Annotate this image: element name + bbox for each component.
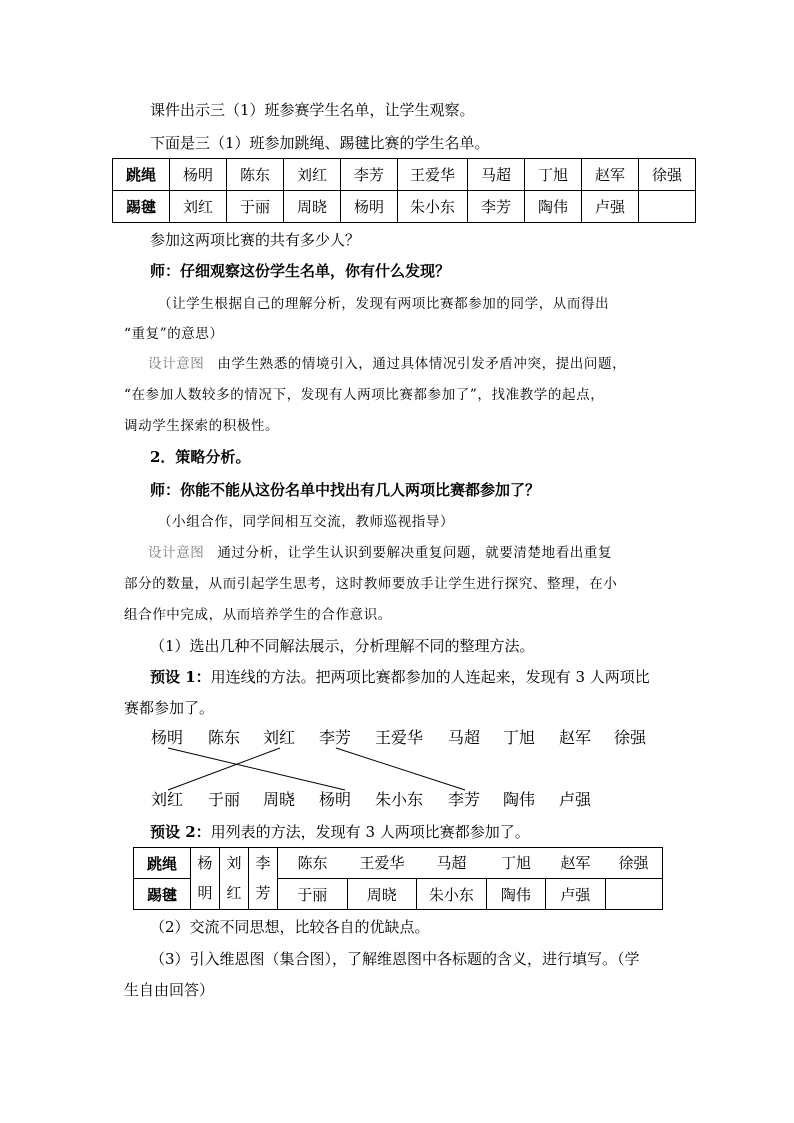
- table-cell: 丁旭: [500, 854, 531, 872]
- table-cell: 赵军: [560, 854, 591, 872]
- table-cell: 周晓: [284, 191, 341, 223]
- design-intent-label: 设计意图: [148, 356, 205, 372]
- preset-1-text: 用连线的方法。把两项比赛都参加的人连起来，发现有 3 人两项比: [210, 668, 650, 686]
- section-heading-2: 2．策略分析。: [150, 448, 251, 466]
- link-line-lifang: [336, 748, 465, 790]
- table-cell: 李芳: [341, 159, 398, 191]
- question-total: 参加这两项比赛的共有多少人？: [150, 231, 361, 249]
- top-name: 陈东: [208, 728, 241, 747]
- shared-name-top: 刘: [226, 854, 242, 872]
- table-cell: 徐强: [639, 159, 696, 191]
- table-cell: 陈东: [227, 159, 284, 191]
- table-cell: 杨明: [170, 159, 227, 191]
- bottom-name: 朱小东: [375, 790, 424, 809]
- bottom-name: 卢强: [559, 790, 592, 809]
- design-intent-label: 设计意图: [148, 545, 205, 561]
- shared-name-cell: [249, 848, 278, 910]
- rope-only-group: [278, 848, 663, 879]
- design-intent-text: 通过分析，让学生认识到要解决重复问题，就要清楚地看出重复: [217, 545, 613, 561]
- teacher-prompt-2: 师：你能不能从这份名单中找出有几人两项比赛都参加了？: [150, 481, 541, 499]
- table-cell: 卢强: [546, 879, 605, 910]
- bottom-name: 杨明: [319, 790, 352, 809]
- note-1-line-2: “重复”的意思）: [124, 326, 224, 342]
- table-cell: 李芳: [468, 191, 525, 223]
- top-name: 杨明: [151, 728, 184, 747]
- bottom-name: 李芳: [448, 790, 481, 809]
- design-intent-2-line-3: 组合作中完成，从而培养学生的合作意识。: [124, 607, 392, 623]
- bottom-name: 陶伟: [503, 790, 536, 809]
- table-cell: 陶伟: [525, 191, 582, 223]
- step-3-line-2: 生自由回答）: [124, 981, 215, 999]
- design-intent-text: 由学生熟悉的情境引入，通过具体情况引发矛盾冲突，提出问题，: [217, 356, 627, 372]
- table-cell: 朱小东: [398, 191, 468, 223]
- intro-line-2: 下面是三（1）班参加跳绳、踢毽比赛的学生名单。: [150, 134, 490, 152]
- top-name: 李芳: [319, 728, 352, 747]
- design-intent-1-line-3: 调动学生探索的积极性。: [124, 418, 280, 434]
- top-name: 丁旭: [503, 728, 536, 747]
- table-cell: 朱小东: [417, 879, 487, 910]
- preset-1-label: 预设 1：: [150, 668, 211, 686]
- shared-name-top: 杨: [197, 854, 213, 872]
- shared-name-bottom: 明: [197, 884, 213, 902]
- list-table: [133, 847, 663, 910]
- teacher-prompt-1: 师：仔细观察这份学生名单，你有什么发现？: [150, 262, 451, 280]
- table-cell: 卢强: [582, 191, 639, 223]
- preset-1-line-2: 赛都参加了。: [124, 699, 215, 717]
- bottom-name: 刘红: [151, 790, 184, 809]
- rope-only-row: [278, 848, 662, 878]
- link-line-yangming: [168, 748, 345, 790]
- table-cell: 于丽: [278, 879, 348, 910]
- note-2: （小组合作，同学间相互交流，教师巡视指导）: [158, 514, 455, 530]
- bottom-name: 于丽: [208, 790, 241, 809]
- row-header-rope: 跳绳: [113, 159, 170, 191]
- top-name: 王爱华: [375, 728, 424, 747]
- table-cell: 王爱华: [359, 854, 405, 872]
- step-2: （2）交流不同思想，比较各自的优缺点。: [150, 918, 430, 936]
- table-cell: 刘红: [284, 159, 341, 191]
- table-cell: 马超: [436, 854, 467, 872]
- row-header-shuttlecock: 踢毽: [113, 191, 170, 223]
- step-3: （3）引入维恩图（集合图），了解维恩图中各标题的含义，进行填写。（学: [150, 950, 640, 968]
- table-cell: 赵军: [582, 159, 639, 191]
- bottom-name: 周晓: [263, 790, 296, 809]
- table-cell: 丁旭: [525, 159, 582, 191]
- top-name: 马超: [448, 728, 481, 747]
- table-cell: 陶伟: [486, 879, 545, 910]
- preset-2-label: 预设 2：: [150, 823, 211, 841]
- shared-name-bottom: 红: [226, 884, 242, 902]
- table-cell: 周晓: [347, 879, 417, 910]
- intro-line-1: 课件出示三（1）班参赛学生名单，让学生观察。: [150, 101, 475, 119]
- design-intent-1-line-2: “在参加人数较多的情况下，发现有人两项比赛都参加了”，找准教学的起点，: [124, 387, 605, 403]
- preset-2: [150, 822, 530, 842]
- list-row-rope: [134, 848, 663, 879]
- table-cell: [605, 879, 663, 910]
- shared-name-cell: [220, 848, 249, 910]
- note-1-line-1: （让学生根据自己的理解分析，发现有两项比赛都参加的同学，从而得出: [158, 296, 610, 312]
- shared-name-bottom: 芳: [255, 884, 271, 902]
- preset-2-text: 用列表的方法，发现有 3 人两项比赛都参加了。: [210, 823, 530, 841]
- shared-name-top: 李: [255, 854, 271, 872]
- table-cell: 徐强: [618, 854, 649, 872]
- design-intent-2-line-2: 部分的数量，从而引起学生思考，这时教师要放手让学生进行探究、整理，在小: [124, 576, 618, 592]
- table-cell: 王爱华: [398, 159, 468, 191]
- table-cell: 陈东: [297, 854, 328, 872]
- shared-name-cell: [191, 848, 220, 910]
- table-cell: 杨明: [341, 191, 398, 223]
- top-name: 徐强: [614, 728, 647, 747]
- table-cell: 刘红: [170, 191, 227, 223]
- step-1: （1）选出几种不同解法展示，分析理解不同的整理方法。: [150, 637, 535, 655]
- top-name: 刘红: [263, 728, 296, 747]
- row-header-shuttlecock: 踢毽: [134, 879, 191, 910]
- table-cell: 于丽: [227, 191, 284, 223]
- link-line-liuhong: [168, 748, 280, 790]
- top-name: 赵军: [559, 728, 592, 747]
- row-header-rope: 跳绳: [134, 848, 191, 879]
- table-cell: 马超: [468, 159, 525, 191]
